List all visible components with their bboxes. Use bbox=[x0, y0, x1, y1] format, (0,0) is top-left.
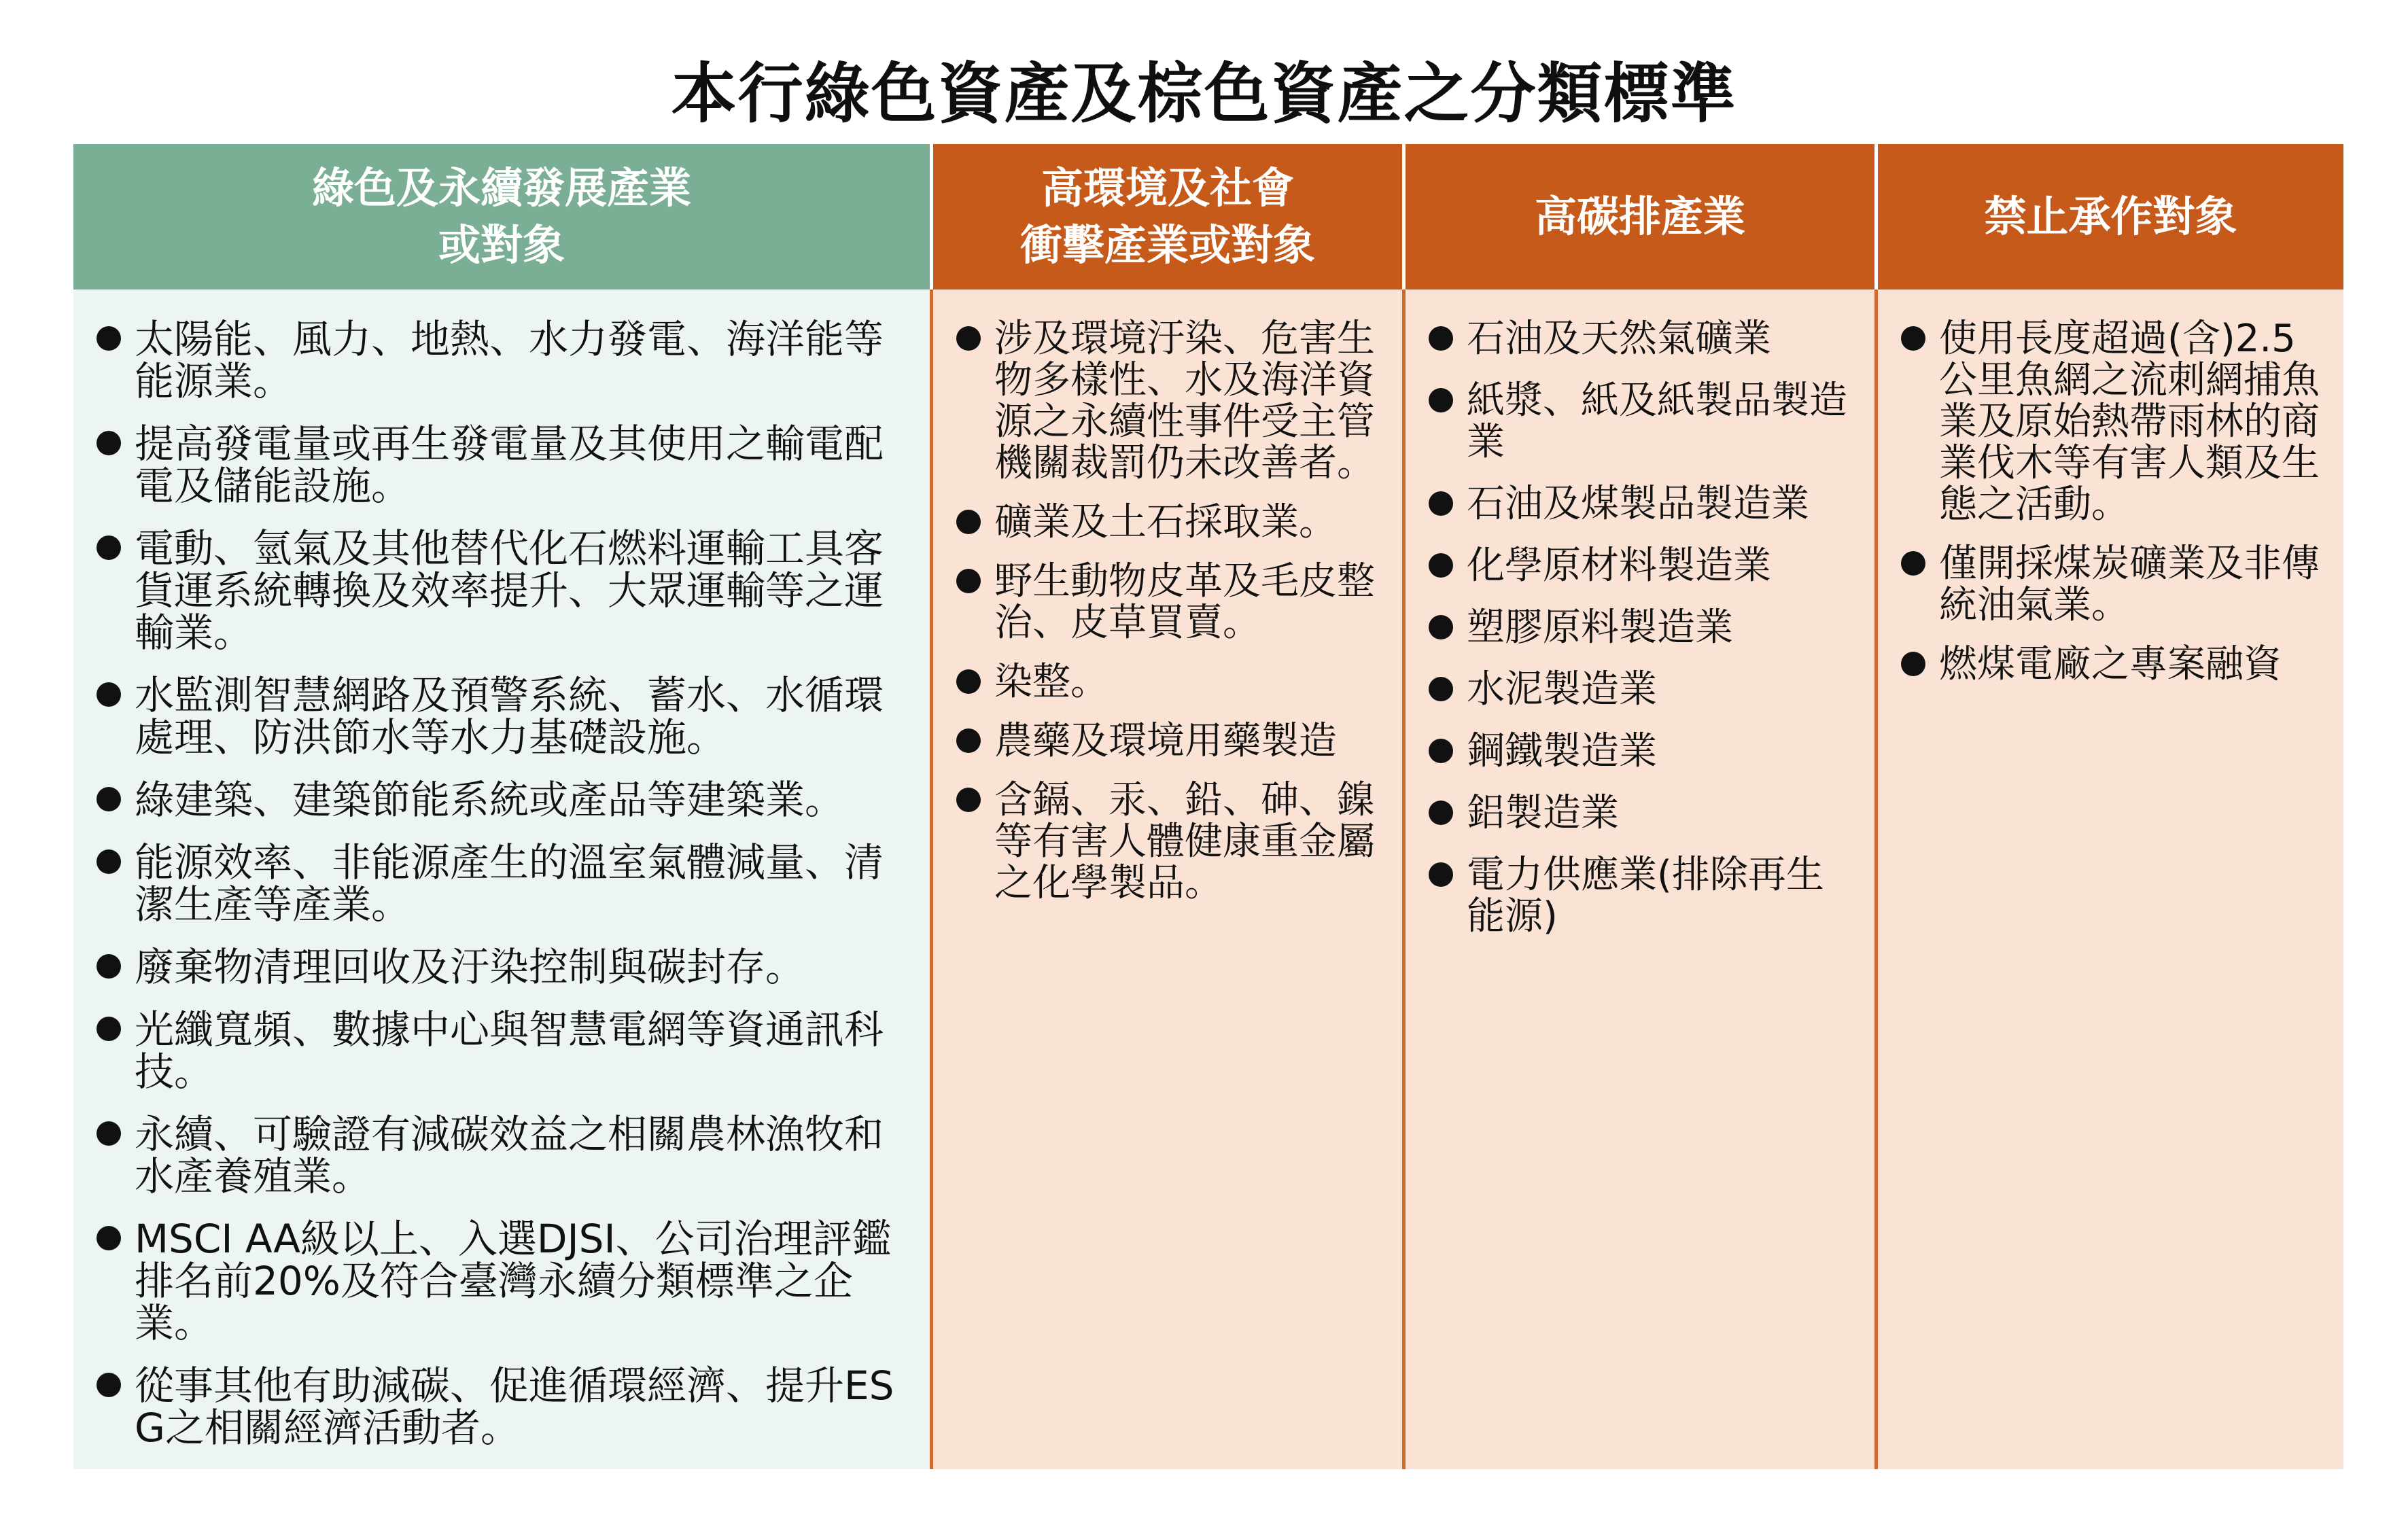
bullet-icon bbox=[97, 1226, 121, 1250]
list-item-text: 使用長度超過(含)2.5公里魚網之流刺網捕魚業及原始熱帶雨林的商業伐木等有害人類及生態之活動。 bbox=[1939, 317, 2320, 527]
list-item-text: 紙漿、紙及紙製品製造業 bbox=[1467, 379, 1847, 464]
list-item-text: 含鎘、汞、鉛、砷、鎳等有害人體健康重金屬之化學製品。 bbox=[994, 778, 1375, 905]
item-list bbox=[94, 318, 913, 1449]
column-header-high-carbon: 高碳排產業 bbox=[1402, 144, 1874, 289]
bullet-icon bbox=[956, 569, 981, 593]
column-body-prohibited bbox=[1874, 289, 2343, 1469]
list-item-text: 從事其他有助減碳、促進循環經濟、提升ESG之相關經濟活動者。 bbox=[135, 1363, 894, 1451]
list-item bbox=[1426, 380, 1858, 463]
bullet-icon bbox=[956, 326, 981, 351]
bullet-icon bbox=[97, 954, 121, 979]
list-item-text: 電動、氫氣及其他替代化石燃料運輸工具客貨運系統轉換及效率提升、大眾運輸等之運輸業。 bbox=[135, 525, 884, 656]
list-item bbox=[954, 720, 1386, 762]
list-item bbox=[1426, 731, 1858, 772]
list-item bbox=[1898, 318, 2327, 525]
list-item bbox=[1426, 669, 1858, 710]
bullet-icon bbox=[97, 849, 121, 874]
list-item-text: 涉及環境汙染、危害生物多樣性、水及海洋資源之永續性事件受主管機關裁罰仍未改善者。 bbox=[994, 317, 1375, 485]
list-item bbox=[94, 946, 913, 988]
list-item bbox=[1898, 543, 2327, 626]
list-item bbox=[954, 779, 1386, 904]
list-item bbox=[954, 502, 1386, 543]
list-item-text: 太陽能、風力、地熱、水力發電、海洋能等能源業。 bbox=[135, 316, 884, 404]
list-item-text: 鋼鐵製造業 bbox=[1467, 729, 1657, 773]
bullet-icon bbox=[97, 1373, 121, 1397]
list-item-text: 燃煤電廠之專案融資 bbox=[1939, 642, 2282, 686]
bullet-icon bbox=[97, 1121, 121, 1146]
bullet-icon bbox=[97, 535, 121, 560]
bullet-icon bbox=[1429, 739, 1453, 763]
list-item bbox=[94, 1008, 913, 1093]
bullet-icon bbox=[1429, 615, 1453, 639]
list-item bbox=[1898, 644, 2327, 685]
list-item bbox=[94, 423, 913, 507]
list-item bbox=[94, 1218, 913, 1344]
list-item-text: 染整。 bbox=[994, 660, 1109, 704]
column-header-green-industries: 綠色及永續發展產業 或對象 bbox=[73, 144, 930, 289]
bullet-icon bbox=[956, 510, 981, 534]
bullet-icon bbox=[1901, 326, 1925, 351]
bullet-icon bbox=[1429, 553, 1453, 578]
bullet-icon bbox=[1429, 801, 1453, 825]
bullet-icon bbox=[1429, 388, 1453, 412]
list-item-text: 水監測智慧網路及預警系統、蓄水、水循環處理、防洪節水等水力基礎設施。 bbox=[135, 672, 884, 760]
list-item-text: 野生動物皮革及毛皮整治、皮草買賣。 bbox=[994, 559, 1375, 645]
column-header-high-impact: 高環境及社會 衝擊產業或對象 bbox=[930, 144, 1402, 289]
bullet-icon bbox=[1429, 862, 1453, 887]
item-list bbox=[1426, 318, 1858, 937]
list-item bbox=[954, 318, 1386, 484]
page-title: 本行綠色資產及棕色資產之分類標準 bbox=[671, 56, 1737, 132]
list-item-text: 農藥及環境用藥製造 bbox=[994, 719, 1337, 763]
bullet-icon bbox=[1901, 652, 1925, 676]
item-list bbox=[1898, 318, 2327, 685]
bullet-icon bbox=[956, 788, 981, 812]
bullet-icon bbox=[97, 1017, 121, 1041]
bullet-icon bbox=[1429, 491, 1453, 516]
list-item bbox=[1426, 854, 1858, 937]
list-item bbox=[1426, 792, 1858, 834]
list-item-text: 化學原材料製造業 bbox=[1467, 544, 1771, 588]
list-item-text: 石油及天然氣礦業 bbox=[1467, 317, 1771, 361]
list-item-text: 石油及煤製品製造業 bbox=[1467, 482, 1809, 526]
column-body-green-industries bbox=[73, 289, 930, 1469]
bullet-icon bbox=[1901, 551, 1925, 576]
list-item bbox=[94, 527, 913, 654]
column-header-prohibited: 禁止承作對象 bbox=[1874, 144, 2343, 289]
list-item bbox=[954, 561, 1386, 644]
bullet-icon bbox=[97, 682, 121, 707]
list-item-text: 提高發電量或再生發電量及其使用之輸電配電及儲能設施。 bbox=[135, 421, 884, 509]
list-item bbox=[1426, 483, 1858, 525]
list-item-text: MSCI AA級以上、入選DJSI、公司治理評鑑排名前20%及符合臺灣永續分類標準之企業。 bbox=[135, 1216, 892, 1346]
column-body-high-impact bbox=[930, 289, 1402, 1469]
bullet-icon bbox=[97, 326, 121, 351]
list-item-text: 廢棄物清理回收及汙染控制與碳封存。 bbox=[135, 944, 805, 990]
list-item bbox=[954, 661, 1386, 703]
list-item-text: 能源效率、非能源產生的溫室氣體減量、清潔生產等產業。 bbox=[135, 839, 884, 928]
bullet-icon bbox=[97, 431, 121, 455]
list-item bbox=[94, 1113, 913, 1197]
list-item-text: 綠建築、建築節能系統或產品等建築業。 bbox=[135, 777, 845, 823]
list-item-text: 電力供應業(排除再生能源) bbox=[1467, 853, 1824, 938]
list-item bbox=[1426, 318, 1858, 359]
bullet-icon bbox=[97, 787, 121, 811]
bullet-icon bbox=[956, 669, 981, 694]
list-item-text: 光纖寬頻、數據中心與智慧電網等資通訊科技。 bbox=[135, 1006, 884, 1095]
item-list bbox=[954, 318, 1386, 904]
list-item-text: 永續、可驗證有減碳效益之相關農林漁牧和水產養殖業。 bbox=[135, 1111, 884, 1199]
bullet-icon bbox=[956, 728, 981, 753]
list-item-text: 鋁製造業 bbox=[1467, 791, 1619, 835]
list-item-text: 僅開採煤炭礦業及非傳統油氣業。 bbox=[1939, 542, 2320, 627]
list-item bbox=[94, 841, 913, 926]
list-item bbox=[94, 779, 913, 821]
list-item bbox=[1426, 607, 1858, 648]
bullet-icon bbox=[1429, 326, 1453, 351]
classification-table bbox=[73, 144, 2343, 1469]
list-item bbox=[94, 674, 913, 758]
list-item bbox=[1426, 545, 1858, 586]
column-body-high-carbon bbox=[1402, 289, 1874, 1469]
list-item bbox=[94, 1365, 913, 1449]
list-item bbox=[94, 318, 913, 402]
list-item-text: 礦業及土石採取業。 bbox=[994, 500, 1337, 544]
list-item-text: 水泥製造業 bbox=[1467, 667, 1657, 711]
bullet-icon bbox=[1429, 677, 1453, 701]
list-item-text: 塑膠原料製造業 bbox=[1467, 605, 1733, 650]
